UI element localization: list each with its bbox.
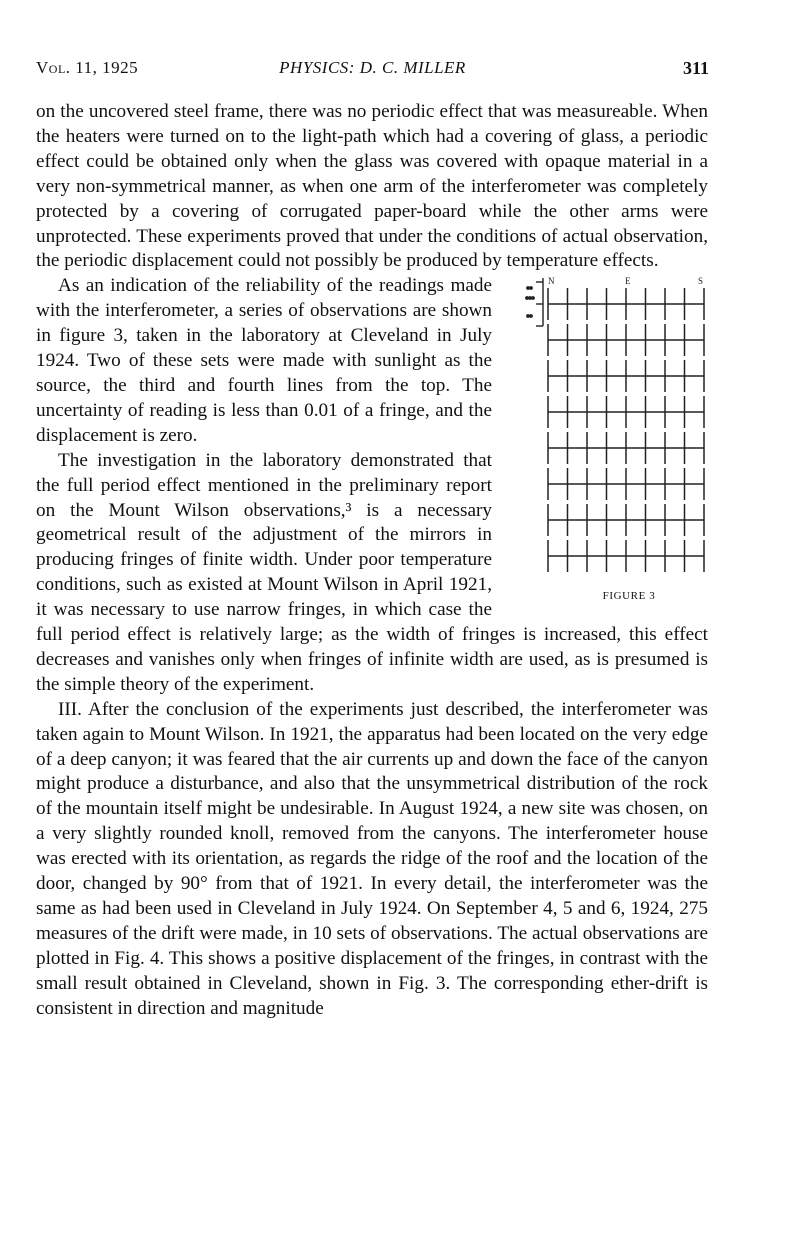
scale-marks [526, 278, 543, 326]
fringe-row [548, 396, 704, 428]
label-south: S [698, 276, 704, 287]
fringe-row [548, 360, 704, 392]
running-title: PHYSICS: D. C. MILLER [279, 58, 466, 77]
fringe-row [548, 468, 704, 500]
fringe-row [548, 432, 704, 464]
fringe-row [548, 540, 704, 572]
article-body [36, 100, 708, 1022]
compass-labels [548, 276, 703, 286]
running-header [36, 58, 709, 82]
paragraph-3: The investigation in the laboratory demonstrated that the full period effect mentioned in the preliminary report on the Mount Wilson observations,³ is a necessary geometrical result of the adjustment of the mirrors in producing fringes of finite width. Under poor temperature conditions, such as existed at Mount Wilson in April 1921, it was necessary to use narrow fringes, in which case the full period effect is relatively large; as the width of fringes is increased, this effect decreases and vanishes only when fringes of infinite width are used, as is presumed is the simple theory of the experiment. [36, 449, 708, 695]
fringe-row [548, 288, 704, 320]
figure-caption: FIGURE 3 [602, 590, 656, 603]
page-number: 311 [682, 58, 709, 78]
fringe-row [548, 504, 704, 536]
fringe-row [548, 324, 704, 356]
volume-year: Vol. 11, 1925 [36, 58, 139, 77]
paragraph-4: III. After the conclusion of the experiments just described, the interferometer was taken again to Mount Wilson. In 1921, the apparatus had been located on the very edge of a deep canyon; it was feared that the air currents up and down the face of the canyon might produce a disturbance, and also that the unsymmetrical distribution of the rock of the mountain itself might be undesirable. In August 1924, a new site was chosen, on a very slightly rounded knoll, removed from the canyons. The interferometer house was erected with its orientation, as regards the ridge of the roof and the location of the door, changed by 90° from that of 1921. In every detail, the interferometer was the same as had been used in Cleveland in July 1924. On September 4, 5 and 6, 1924, 275 measures of the drift were made, in 10 sets of observations. The actual observations are plotted in Fig. 4. This shows a positive displacement of the fringes, in contrast with the small result obtained in Cleveland, shown in Fig. 3. The corresponding ether-drift is consistent in direction and magnitude [36, 698, 708, 1019]
label-north: N [548, 276, 555, 287]
label-east: E [625, 276, 631, 287]
paragraph-1: on the uncovered steel frame, there was no periodic effect that was measureable. When the heaters were turned on to the light-path which had a covering of glass, a periodic effect could be obtained only when the glass was covered with opaque material in a very non-symmetrical manner, as when one arm of the interferometer was completely protected by a covering of corrugated paper-board while the other arms were unprotected. These experiments proved that under the conditions of actual observation, the periodic displacement could not possibly be produced by temperature effects. [36, 101, 708, 272]
figure-3 [518, 274, 708, 603]
paragraph-2-text: As an indication of the reliability of the readings made with the interferometer, a series of observations are shown in figure 3, taken in the laboratory at Cleveland in July 1924. Two of these sets were made with sunlight as the source, the third and fourth lines from the top. The uncertainty of reading is less than 0.01 of a fringe, and the displacement is zero. [36, 275, 492, 446]
fringe-rows [548, 288, 704, 572]
figure-3-grid [518, 274, 708, 584]
